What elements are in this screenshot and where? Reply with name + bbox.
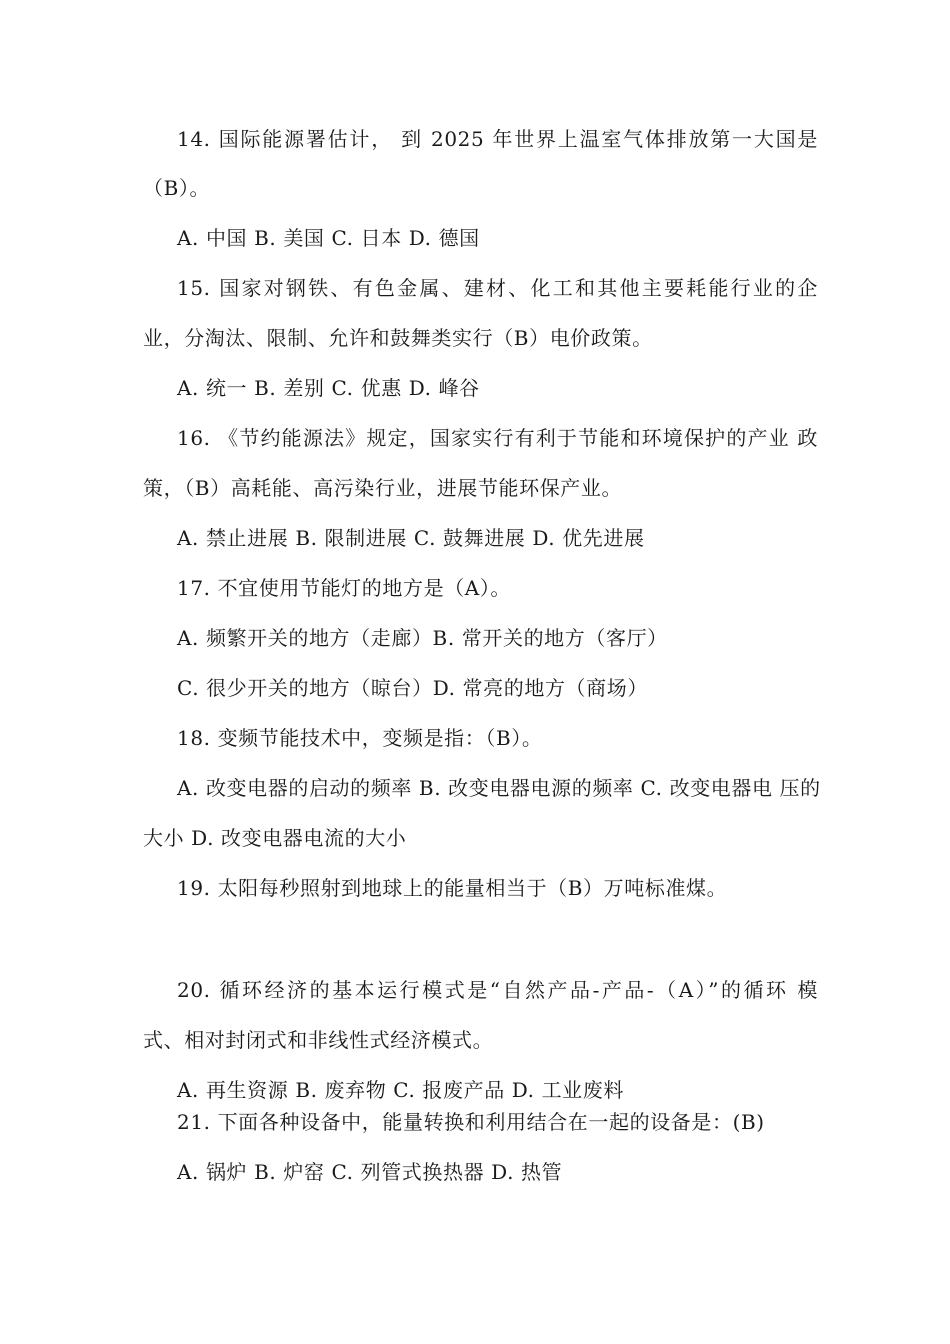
question-18-line-1: 18. 变频节能技术中，变频是指：（B）。: [177, 726, 543, 750]
question-14-line-2: （B）。: [143, 176, 211, 200]
question-20-options: A. 再生资源 B. 废弃物 C. 报废产品 D. 工业废料: [177, 1078, 624, 1102]
question-15-line-1: 15. 国家对钢铁、有色金属、建材、化工和其他主要耗能行业的企: [177, 276, 818, 300]
question-21-line-1: 21. 下面各种设备中，能量转换和利用结合在一起的设备是：(B): [177, 1110, 765, 1134]
question-17-options-line-1: A. 频繁开关的地方（走廊）B. 常开关的地方（客厅）: [177, 626, 668, 650]
question-18-options-line-2: 大小 D. 改变电器电流的大小: [143, 826, 407, 850]
question-15-line-2: 业，分淘汰、限制、允许和鼓舞类实行（B）电价政策。: [143, 326, 653, 350]
question-17-line-1: 17. 不宜使用节能灯的地方是（A）。: [177, 576, 512, 600]
question-14-line-1: 14. 国际能源署估计， 到 2025 年世界上温室气体排放第一大国是: [177, 127, 818, 151]
question-16-line-2: 策，（B）高耗能、高污染行业，进展节能环保产业。: [143, 476, 623, 500]
question-19-line-1: 19. 太阳每秒照射到地球上的能量相当于（B）万吨标准煤。: [177, 876, 728, 900]
question-16-line-1: 16. 《节约能源法》规定，国家实行有利于节能和环境保护的产业 政: [177, 426, 818, 450]
question-20-line-1: 20. 循环经济的基本运行模式是“自然产品-产品-（A）”的循环 模: [177, 978, 818, 1002]
question-15-options: A. 统一 B. 差别 C. 优惠 D. 峰谷: [177, 376, 480, 400]
question-18-options-line-1: A. 改变电器的启动的频率 B. 改变电器电源的频率 C. 改变电器电 压的: [177, 776, 821, 800]
question-21-options: A. 锅炉 B. 炉窑 C. 列管式换热器 D. 热管: [177, 1160, 563, 1184]
question-20-line-2: 式、相对封闭式和非线性式经济模式。: [143, 1028, 494, 1052]
question-17-options-line-2: C. 很少开关的地方（晾台）D. 常亮的地方（商场）: [177, 676, 648, 700]
question-16-options: A. 禁止进展 B. 限制进展 C. 鼓舞进展 D. 优先进展: [177, 526, 645, 550]
question-14-options: A. 中国 B. 美国 C. 日本 D. 德国: [177, 226, 480, 250]
